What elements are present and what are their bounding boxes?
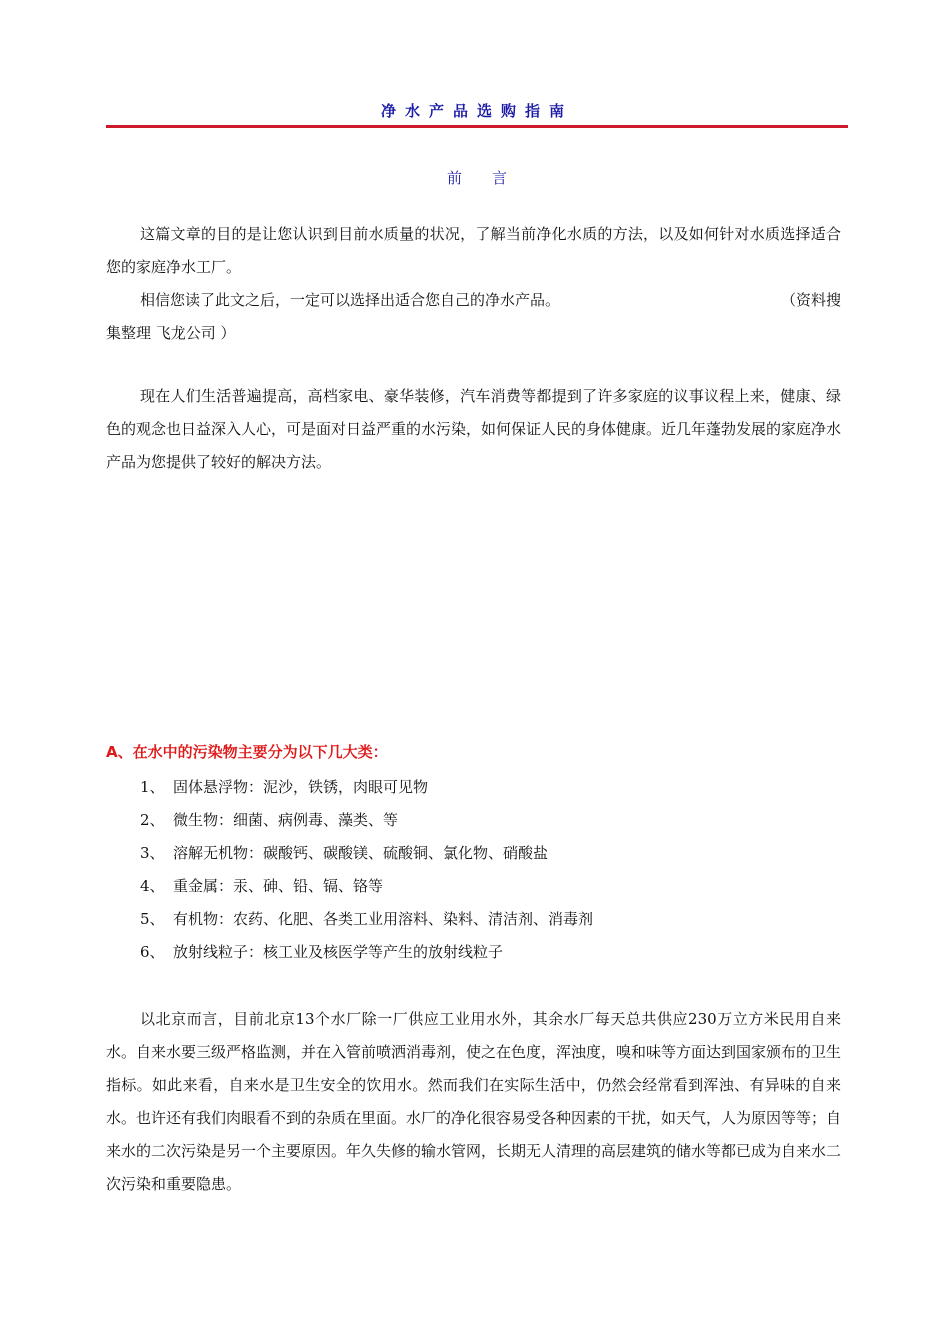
pollutant-list xyxy=(140,771,593,969)
list-item xyxy=(140,804,593,837)
source-note-part2: 集整理 飞龙公司 ） xyxy=(106,324,236,342)
list-item-text: 溶解无机物：碳酸钙、碳酸镁、硫酸铜、氯化物、硝酸盐 xyxy=(173,844,549,862)
section-a-heading: A、在水中的污染物主要分为以下几大类： xyxy=(106,743,388,761)
list-item-text: 有机物：农药、化肥、各类工业用溶料、染料、清洁剂、消毒剂 xyxy=(173,910,594,928)
title-divider xyxy=(106,125,848,128)
source-note-part1: （资料搜 xyxy=(780,291,841,309)
preface-heading: 前言 xyxy=(446,169,537,187)
list-item-number: 3、 xyxy=(140,844,165,862)
list-item xyxy=(140,870,593,903)
list-item-number: 1、 xyxy=(140,778,165,796)
list-item-text: 固体悬浮物：泥沙，铁锈，肉眼可见物 xyxy=(173,778,429,796)
document-title: 净水产品选购指南 xyxy=(380,102,573,120)
list-item-text: 放射线粒子：核工业及核医学等产生的放射线粒子 xyxy=(173,943,504,961)
list-item-text: 微生物：细菌、病例毒、藻类、等 xyxy=(173,811,399,829)
list-item-number: 2、 xyxy=(140,811,165,829)
list-item xyxy=(140,771,593,804)
list-item xyxy=(140,936,593,969)
intro-paragraph-1: 这篇文章的目的是让您认识到目前水质量的状况，了解当前净化水质的方法，以及如何针对水质选择适合您的家庭净水工厂。 xyxy=(106,225,841,276)
list-item xyxy=(140,903,593,936)
intro-paragraph-2-text: 相信您读了此文之后，一定可以选择出适合您自己的净水产品。 xyxy=(140,291,561,309)
intro-paragraph-2 xyxy=(106,284,841,317)
list-item xyxy=(140,837,593,870)
list-item-number: 4、 xyxy=(140,877,165,895)
list-item-number: 5、 xyxy=(140,910,165,928)
list-item-number: 6、 xyxy=(140,943,165,961)
paragraph-beijing-water: 以北京而言，目前北京13个水厂除一厂供应工业用水外，其余水厂每天总共供应230万立方米民用自来水。自来水要三级严格监测，并在入管前喷洒消毒剂，使之在色度，浑浊度，嗅和味等方面达到国家颁布的卫生指标。如此来看，自来水是卫生安全的饮用水。然而我们在实际生活中，仍然会经常看到浑浊、有异味的自来水。也许还有我们肉眼看不到的杂质在里面。水厂的净化很容易受各种因素的干扰，如天气，人为原因等等；自来水的二次污染是另一个主要原因。年久失修的输水管网，长期无人清理的高层建筑的储水等都已成为自来水二次污染和重要隐患。 xyxy=(106,1010,842,1193)
list-item-text: 重金属：汞、砷、铅、镉、铬等 xyxy=(173,877,384,895)
paragraph-living-standards: 现在人们生活普遍提高，高档家电、豪华装修，汽车消费等都提到了许多家庭的议事议程上来，健康、绿色的观念也日益深入人心，可是面对日益严重的水污染，如何保证人民的身体健康。近几年蓬勃发展的家庭净水产品为您提供了较好的解决方法。 xyxy=(106,387,842,471)
